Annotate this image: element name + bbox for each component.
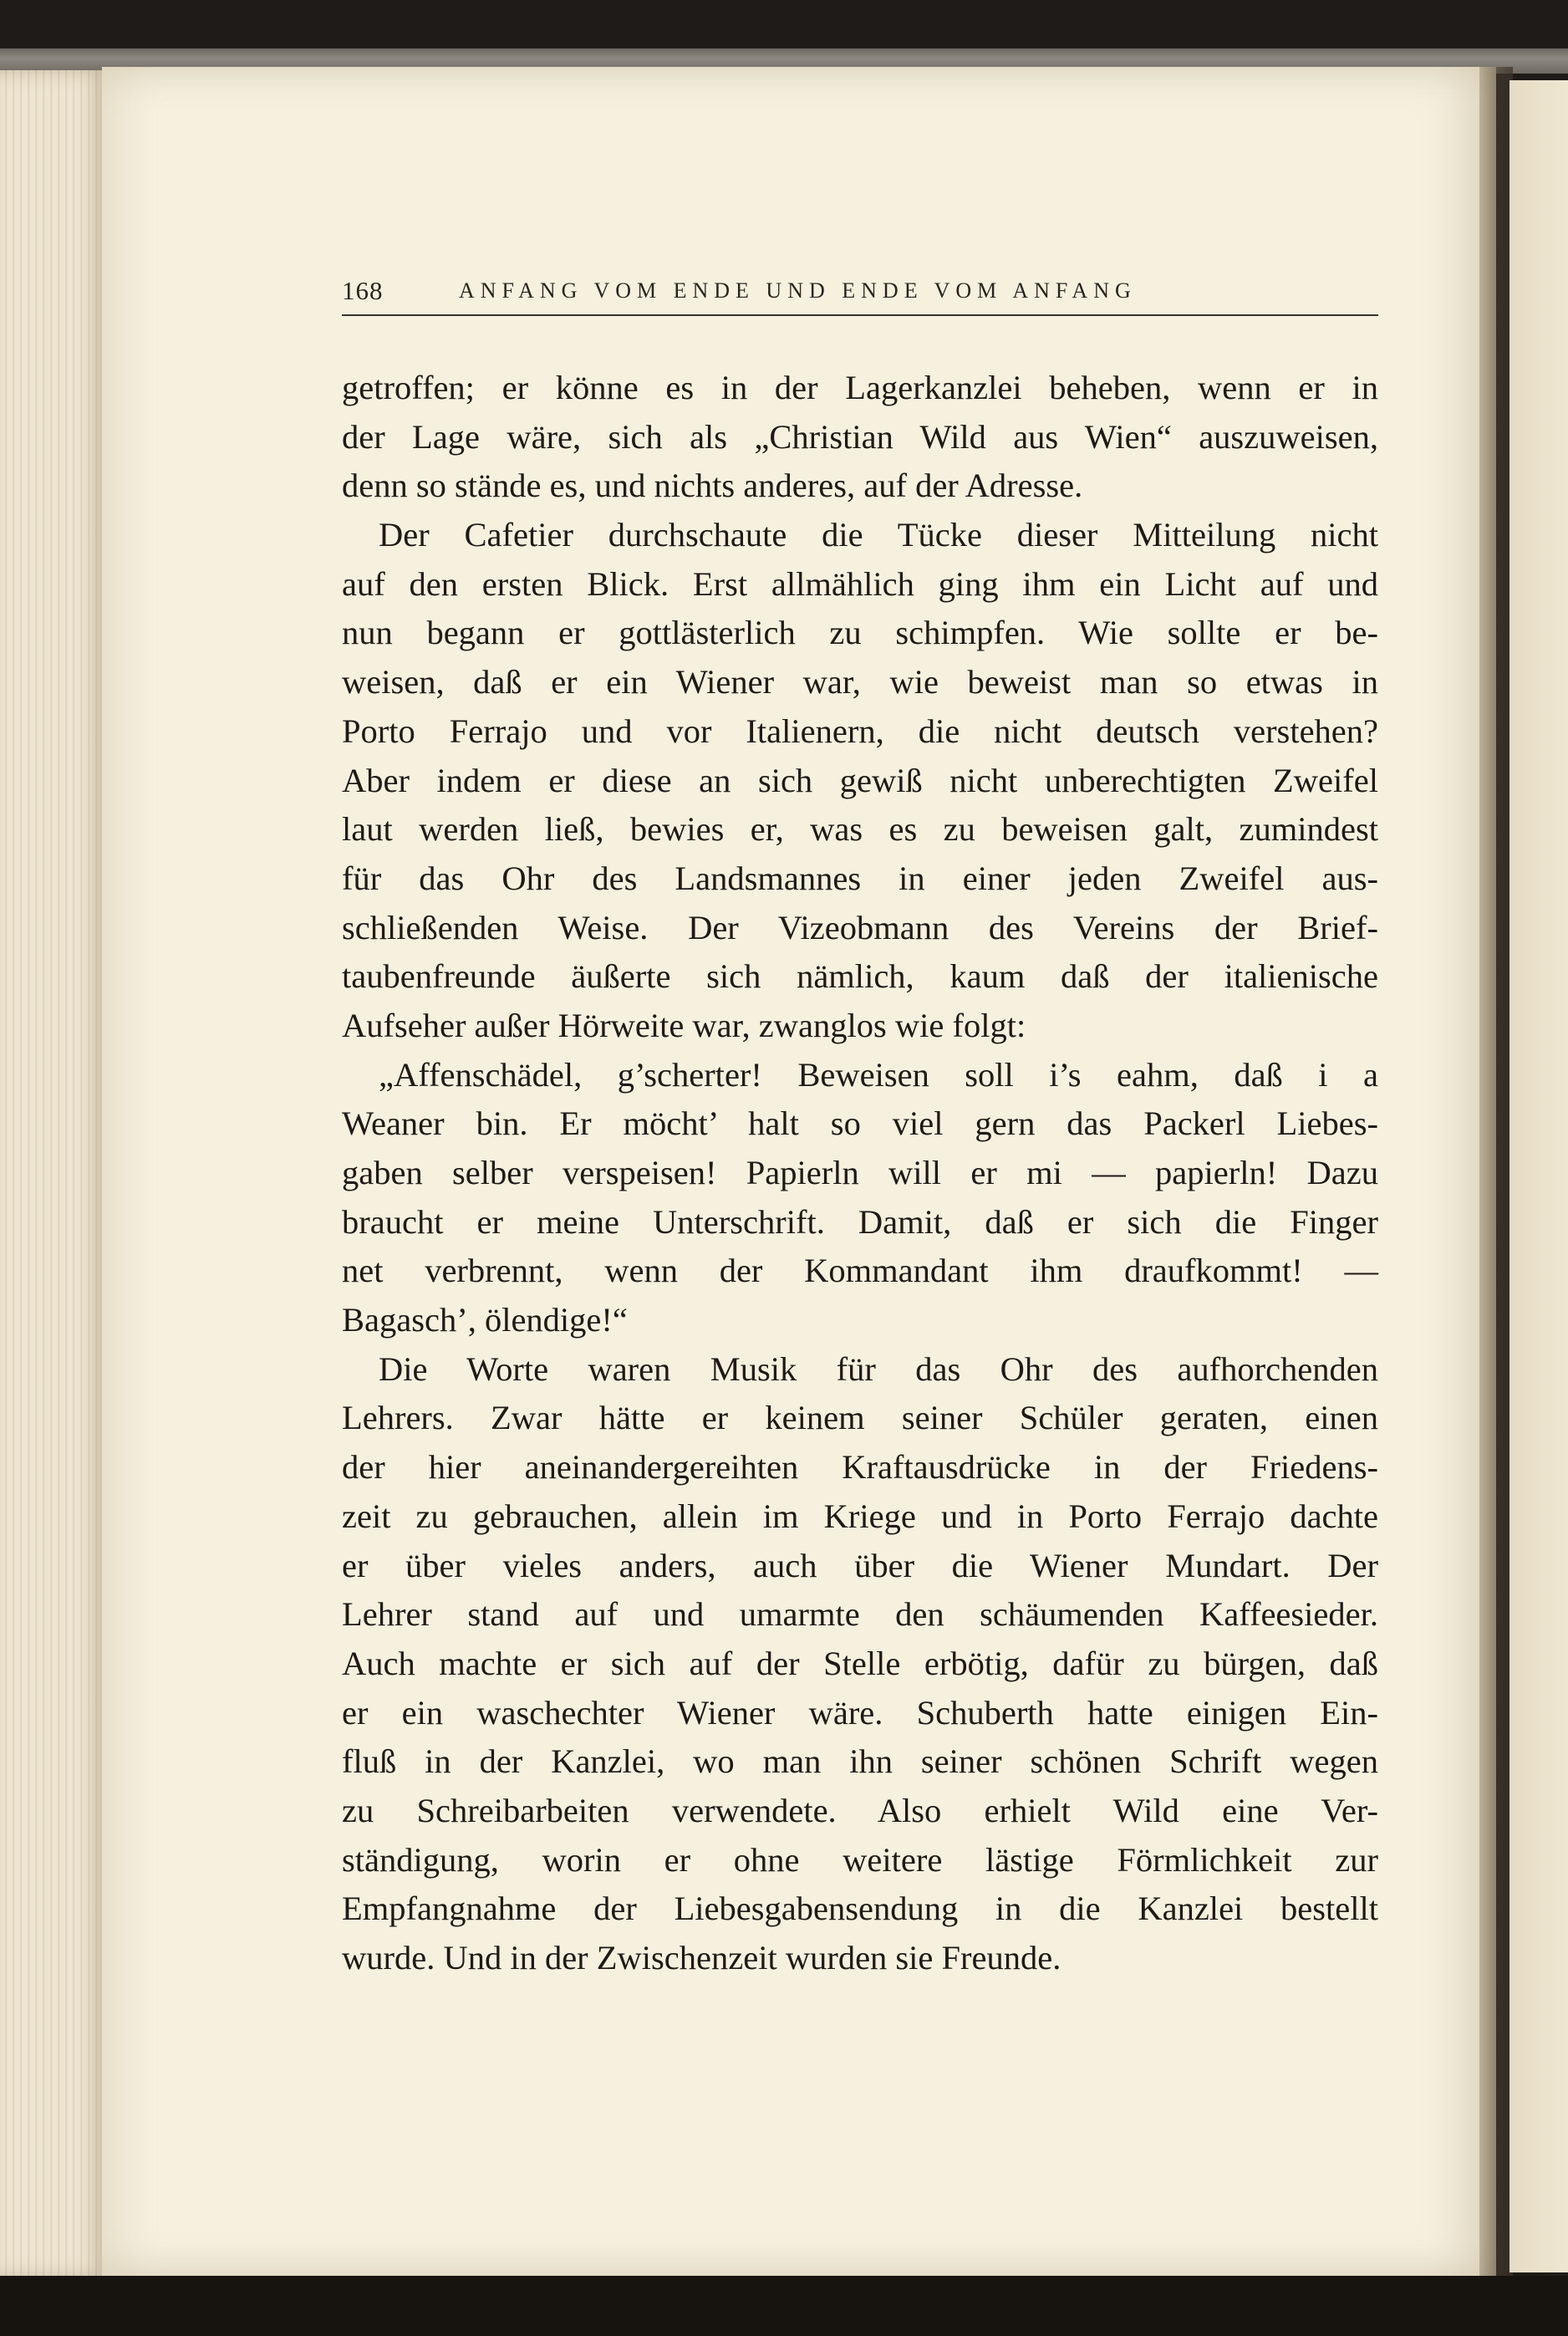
- text-line: weisen, daß er ein Wiener war, wie beweist man so etwas in: [342, 663, 1378, 701]
- text-line: ständigung, worin er ohne weitere lästige Förmlichkeit zur: [342, 1840, 1378, 1879]
- text-line: „Affenschädel, g’scherter! Beweisen soll i’s eahm, daß i a: [379, 1055, 1378, 1094]
- text-line: Die Worte waren Musik für das Ohr des aufhorchenden: [379, 1349, 1378, 1388]
- text-line: net verbrennt, wenn der Kommandant ihm draufkommt! —: [342, 1252, 1378, 1290]
- facing-page-edge: [1509, 80, 1568, 2272]
- text-line: Aber indem er diese an sich gewiß nicht unberechtigten Zweifel: [342, 761, 1378, 799]
- running-header: [342, 276, 1378, 318]
- text-line: Lehrers. Zwar hätte er keinem seiner Schüler geraten, einen: [342, 1399, 1378, 1437]
- text-line: Lehrer stand auf und umarmte den schäumenden Kaffeesieder.: [342, 1595, 1378, 1634]
- text-line: Auch machte er sich auf der Stelle erbötig, dafür zu bürgen, daß: [342, 1644, 1378, 1682]
- text-line: nun begann er gottlästerlich zu schimpfen. Wie sollte er be-: [342, 614, 1378, 652]
- text-line: gaben selber verspeisen! Papierln will er mi — papierln! Dazu: [342, 1154, 1378, 1191]
- text-line: Porto Ferrajo und vor Italienern, die nicht deutsch verstehen?: [342, 712, 1378, 750]
- text-line: braucht er meine Unterschrift. Damit, daß er sich die Finger: [342, 1202, 1378, 1241]
- text-line: Weaner bin. Er möcht’ halt so viel gern das Packerl Liebes-: [342, 1104, 1378, 1143]
- text-line: denn so stände es, und nichts anderes, auf der Adresse.: [342, 467, 1083, 505]
- text-line: für das Ohr des Landsmannes in einer jeden Zweifel aus-: [342, 859, 1378, 897]
- text-line: taubenfreunde äußerte sich nämlich, kaum daß der italienische: [342, 957, 1378, 996]
- text-line: Bagasch’, ölendige!“: [342, 1301, 628, 1339]
- text-line: der hier aneinandergereihten Kraftausdrücke in der Friedens-: [342, 1448, 1378, 1487]
- text-line: er über vieles anders, auch über die Wiener Mundart. Der: [342, 1546, 1378, 1584]
- page-stack-edge: [0, 70, 109, 2277]
- page-number: 168: [342, 276, 384, 305]
- text-line: Empfangnahme der Liebesgabensendung in die Kanzlei bestellt: [342, 1890, 1378, 1928]
- text-line: auf den ersten Blick. Erst allmählich ging ihm ein Licht auf und: [342, 564, 1378, 603]
- running-title: ANFANG VOM ENDE UND ENDE VOM ANFANG: [459, 278, 1137, 303]
- text-line: Der Cafetier durchschaute die Tücke dieser Mitteilung nicht: [379, 516, 1378, 554]
- text-line: zu Schreibarbeiten verwendete. Also erhielt Wild eine Ver-: [342, 1791, 1378, 1829]
- text-line: laut werden ließ, bewies er, was es zu beweisen galt, zumindest: [342, 810, 1378, 849]
- header-rule: [342, 314, 1378, 316]
- text-line: fluß in der Kanzlei, wo man ihn seiner schönen Schrift wegen: [342, 1742, 1378, 1781]
- body-text: [342, 364, 1378, 1983]
- text-line: schließenden Weise. Der Vizeobmann des Vereins der Brief-: [342, 908, 1378, 946]
- scan-background-bottom: [0, 2276, 1568, 2336]
- gutter-shadow: [1479, 67, 1513, 2276]
- text-line: wurde. Und in der Zwischenzeit wurden sie Freunde.: [342, 1939, 1061, 1976]
- text-line: getroffen; er könne es in der Lagerkanzlei beheben, wenn er in: [342, 369, 1378, 406]
- text-line: der Lage wäre, sich als „Christian Wild aus Wien“ auszuweisen,: [342, 417, 1378, 456]
- text-line: zeit zu gebrauchen, allein im Kriege und in Porto Ferrajo dachte: [342, 1497, 1378, 1535]
- text-line: Aufseher außer Hörweite war, zwanglos wie folgt:: [342, 1006, 1026, 1044]
- text-line: er ein waschechter Wiener wäre. Schuberth hatte einigen Ein-: [342, 1693, 1378, 1732]
